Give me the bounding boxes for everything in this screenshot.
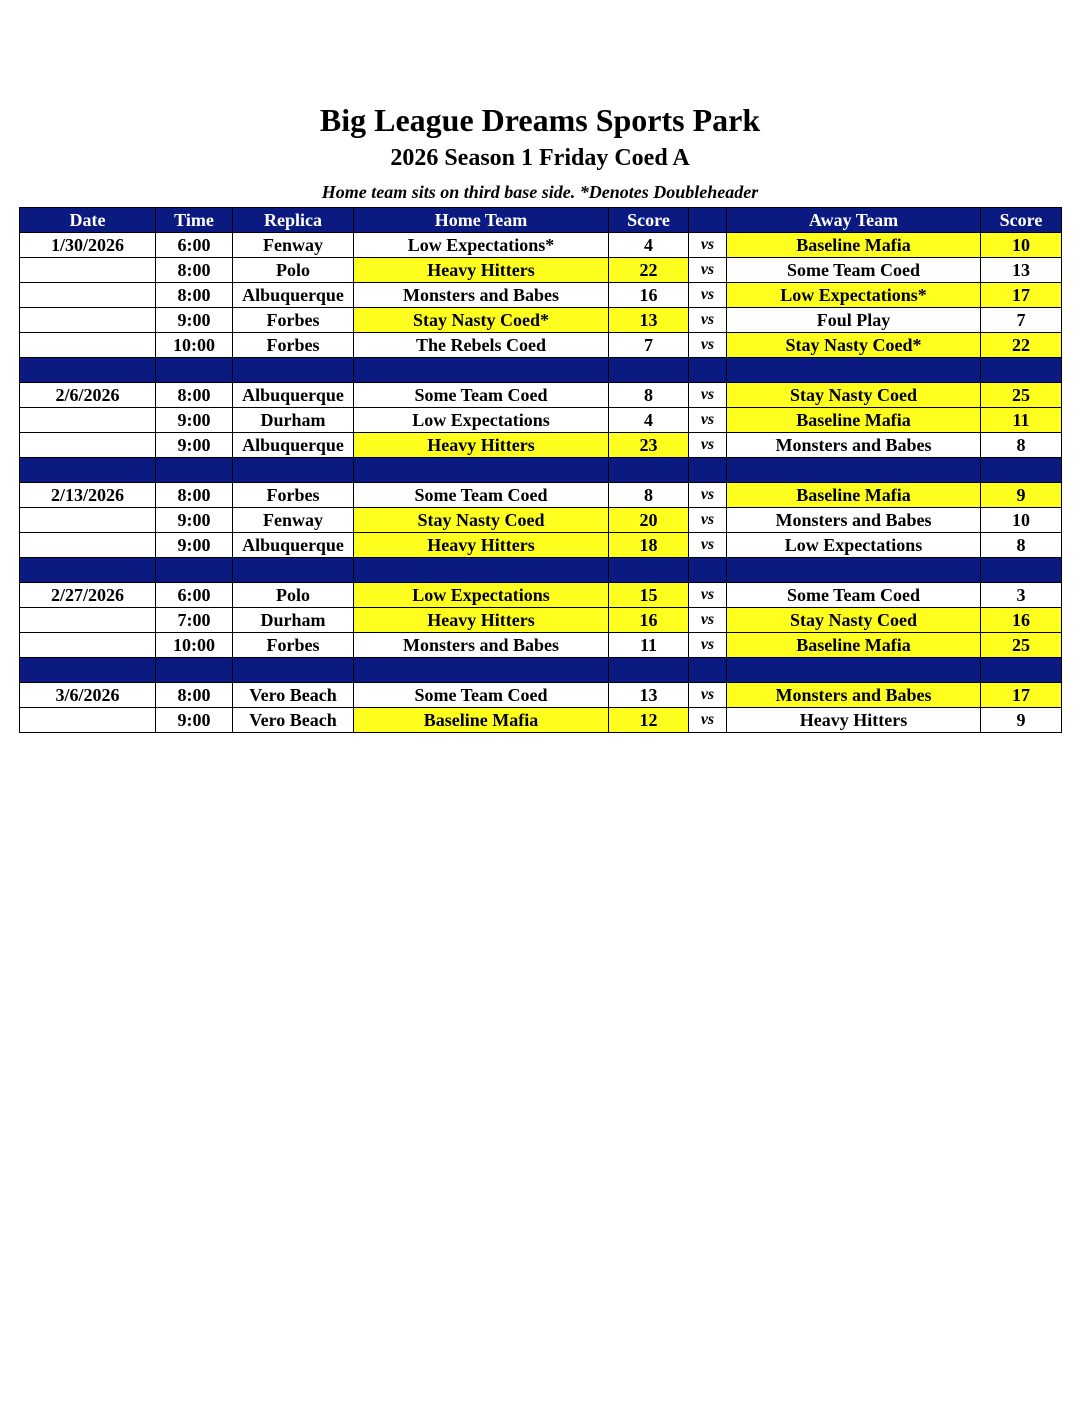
separator-cell (20, 558, 156, 583)
game-row (20, 283, 1062, 308)
home-score-cell: 13 (609, 683, 689, 708)
home-score-cell: 20 (609, 508, 689, 533)
separator-cell (981, 458, 1062, 483)
game-row (20, 483, 1062, 508)
replica-cell: Forbes (233, 633, 354, 658)
vs-cell: vs (689, 408, 727, 433)
header-row (20, 208, 1062, 233)
replica-cell: Durham (233, 408, 354, 433)
replica-cell: Polo (233, 258, 354, 283)
separator-cell (981, 658, 1062, 683)
game-row (20, 333, 1062, 358)
replica-cell: Polo (233, 583, 354, 608)
home-team-cell: Low Expectations (354, 408, 609, 433)
home-team-cell: Monsters and Babes (354, 283, 609, 308)
vs-cell: vs (689, 333, 727, 358)
home-score-cell: 16 (609, 608, 689, 633)
date-cell (20, 308, 156, 333)
time-cell: 8:00 (156, 483, 233, 508)
away-team-cell: Some Team Coed (727, 258, 981, 283)
away-score-cell: 13 (981, 258, 1062, 283)
away-score-cell: 8 (981, 433, 1062, 458)
away-score-cell: 7 (981, 308, 1062, 333)
separator-cell (233, 358, 354, 383)
away-team-cell: Monsters and Babes (727, 508, 981, 533)
date-cell (20, 258, 156, 283)
col-header-home-score: Score (609, 208, 689, 233)
game-row (20, 583, 1062, 608)
replica-cell: Fenway (233, 508, 354, 533)
date-cell: 1/30/2026 (20, 233, 156, 258)
time-cell: 8:00 (156, 283, 233, 308)
date-cell (20, 283, 156, 308)
away-score-cell: 17 (981, 683, 1062, 708)
time-cell: 9:00 (156, 433, 233, 458)
away-team-cell: Baseline Mafia (727, 483, 981, 508)
separator-cell (20, 458, 156, 483)
separator-cell (233, 558, 354, 583)
replica-cell: Albuquerque (233, 283, 354, 308)
separator-cell (609, 658, 689, 683)
home-team-cell: Heavy Hitters (354, 608, 609, 633)
home-score-cell: 16 (609, 283, 689, 308)
separator-cell (727, 358, 981, 383)
away-score-cell: 22 (981, 333, 1062, 358)
home-score-cell: 12 (609, 708, 689, 733)
time-cell: 10:00 (156, 333, 233, 358)
vs-cell: vs (689, 508, 727, 533)
game-row (20, 683, 1062, 708)
vs-cell: vs (689, 608, 727, 633)
game-row (20, 708, 1062, 733)
replica-cell: Vero Beach (233, 708, 354, 733)
col-header-home-team: Home Team (354, 208, 609, 233)
home-team-cell: Monsters and Babes (354, 633, 609, 658)
separator-cell (689, 458, 727, 483)
date-cell: 2/27/2026 (20, 583, 156, 608)
time-cell: 8:00 (156, 683, 233, 708)
week-separator-row (20, 458, 1062, 483)
home-score-cell: 23 (609, 433, 689, 458)
home-team-cell: Stay Nasty Coed (354, 508, 609, 533)
time-cell: 9:00 (156, 408, 233, 433)
vs-cell: vs (689, 383, 727, 408)
away-score-cell: 25 (981, 383, 1062, 408)
vs-cell: vs (689, 308, 727, 333)
separator-cell (609, 558, 689, 583)
separator-cell (20, 658, 156, 683)
game-row (20, 233, 1062, 258)
vs-cell: vs (689, 633, 727, 658)
home-team-cell: Low Expectations* (354, 233, 609, 258)
date-cell (20, 508, 156, 533)
col-header-replica: Replica (233, 208, 354, 233)
vs-cell: vs (689, 233, 727, 258)
away-team-cell: Low Expectations (727, 533, 981, 558)
time-cell: 10:00 (156, 633, 233, 658)
date-cell (20, 708, 156, 733)
away-score-cell: 11 (981, 408, 1062, 433)
date-cell (20, 608, 156, 633)
separator-cell (609, 458, 689, 483)
date-cell: 3/6/2026 (20, 683, 156, 708)
separator-cell (981, 558, 1062, 583)
home-score-cell: 11 (609, 633, 689, 658)
away-score-cell: 8 (981, 533, 1062, 558)
date-cell (20, 408, 156, 433)
separator-cell (156, 658, 233, 683)
separator-cell (981, 358, 1062, 383)
page-subtitle: 2026 Season 1 Friday Coed A (390, 145, 690, 171)
date-cell: 2/6/2026 (20, 383, 156, 408)
vs-cell: vs (689, 258, 727, 283)
vs-cell: vs (689, 433, 727, 458)
game-row (20, 308, 1062, 333)
schedule-body (20, 233, 1062, 733)
separator-cell (354, 358, 609, 383)
separator-cell (233, 458, 354, 483)
separator-cell (689, 558, 727, 583)
home-team-cell: Some Team Coed (354, 683, 609, 708)
week-separator-row (20, 558, 1062, 583)
date-cell (20, 533, 156, 558)
home-score-cell: 8 (609, 383, 689, 408)
home-score-cell: 15 (609, 583, 689, 608)
time-cell: 6:00 (156, 233, 233, 258)
separator-cell (20, 358, 156, 383)
home-score-cell: 4 (609, 233, 689, 258)
game-row (20, 608, 1062, 633)
replica-cell: Vero Beach (233, 683, 354, 708)
home-score-cell: 13 (609, 308, 689, 333)
time-cell: 9:00 (156, 708, 233, 733)
schedule-note: Home team sits on third base side. *Denotes Doubleheader (321, 182, 759, 202)
vs-cell: vs (689, 283, 727, 308)
page-title: Big League Dreams Sports Park (319, 102, 761, 138)
away-team-cell: Some Team Coed (727, 583, 981, 608)
col-header-away-team: Away Team (727, 208, 981, 233)
vs-cell: vs (689, 533, 727, 558)
date-cell (20, 633, 156, 658)
time-cell: 9:00 (156, 308, 233, 333)
col-header-date: Date (20, 208, 156, 233)
vs-cell: vs (689, 683, 727, 708)
away-team-cell: Baseline Mafia (727, 408, 981, 433)
separator-cell (156, 458, 233, 483)
away-team-cell: Baseline Mafia (727, 633, 981, 658)
game-row (20, 533, 1062, 558)
away-team-cell: Foul Play (727, 308, 981, 333)
home-team-cell: The Rebels Coed (354, 333, 609, 358)
time-cell: 9:00 (156, 533, 233, 558)
away-score-cell: 3 (981, 583, 1062, 608)
replica-cell: Durham (233, 608, 354, 633)
home-team-cell: Low Expectations (354, 583, 609, 608)
separator-cell (609, 358, 689, 383)
away-team-cell: Monsters and Babes (727, 683, 981, 708)
home-team-cell: Some Team Coed (354, 483, 609, 508)
game-row (20, 408, 1062, 433)
game-row (20, 433, 1062, 458)
replica-cell: Forbes (233, 483, 354, 508)
away-score-cell: 25 (981, 633, 1062, 658)
separator-cell (689, 358, 727, 383)
replica-cell: Forbes (233, 308, 354, 333)
separator-cell (727, 558, 981, 583)
home-score-cell: 8 (609, 483, 689, 508)
date-cell: 2/13/2026 (20, 483, 156, 508)
home-score-cell: 22 (609, 258, 689, 283)
separator-cell (354, 558, 609, 583)
home-team-cell: Baseline Mafia (354, 708, 609, 733)
away-score-cell: 17 (981, 283, 1062, 308)
separator-cell (156, 358, 233, 383)
replica-cell: Albuquerque (233, 383, 354, 408)
vs-cell: vs (689, 483, 727, 508)
vs-cell: vs (689, 583, 727, 608)
home-score-cell: 4 (609, 408, 689, 433)
away-team-cell: Monsters and Babes (727, 433, 981, 458)
home-score-cell: 7 (609, 333, 689, 358)
home-team-cell: Heavy Hitters (354, 533, 609, 558)
separator-cell (689, 658, 727, 683)
replica-cell: Fenway (233, 233, 354, 258)
col-header-away-score: Score (981, 208, 1062, 233)
home-team-cell: Stay Nasty Coed* (354, 308, 609, 333)
separator-cell (727, 658, 981, 683)
game-row (20, 258, 1062, 283)
away-team-cell: Stay Nasty Coed (727, 608, 981, 633)
away-score-cell: 10 (981, 508, 1062, 533)
away-score-cell: 9 (981, 708, 1062, 733)
col-header-vs (689, 208, 727, 233)
separator-cell (233, 658, 354, 683)
time-cell: 8:00 (156, 258, 233, 283)
date-cell (20, 433, 156, 458)
away-team-cell: Baseline Mafia (727, 233, 981, 258)
week-separator-row (20, 658, 1062, 683)
away-team-cell: Stay Nasty Coed (727, 383, 981, 408)
game-row (20, 383, 1062, 408)
time-cell: 7:00 (156, 608, 233, 633)
away-score-cell: 16 (981, 608, 1062, 633)
away-score-cell: 10 (981, 233, 1062, 258)
time-cell: 8:00 (156, 383, 233, 408)
away-team-cell: Stay Nasty Coed* (727, 333, 981, 358)
home-team-cell: Heavy Hitters (354, 258, 609, 283)
away-team-cell: Low Expectations* (727, 283, 981, 308)
schedule-table (19, 207, 1062, 733)
col-header-time: Time (156, 208, 233, 233)
time-cell: 6:00 (156, 583, 233, 608)
home-team-cell: Heavy Hitters (354, 433, 609, 458)
away-score-cell: 9 (981, 483, 1062, 508)
game-row (20, 633, 1062, 658)
separator-cell (354, 458, 609, 483)
date-cell (20, 333, 156, 358)
separator-cell (354, 658, 609, 683)
separator-cell (156, 558, 233, 583)
time-cell: 9:00 (156, 508, 233, 533)
away-team-cell: Heavy Hitters (727, 708, 981, 733)
week-separator-row (20, 358, 1062, 383)
replica-cell: Forbes (233, 333, 354, 358)
game-row (20, 508, 1062, 533)
separator-cell (727, 458, 981, 483)
replica-cell: Albuquerque (233, 533, 354, 558)
home-score-cell: 18 (609, 533, 689, 558)
replica-cell: Albuquerque (233, 433, 354, 458)
vs-cell: vs (689, 708, 727, 733)
home-team-cell: Some Team Coed (354, 383, 609, 408)
